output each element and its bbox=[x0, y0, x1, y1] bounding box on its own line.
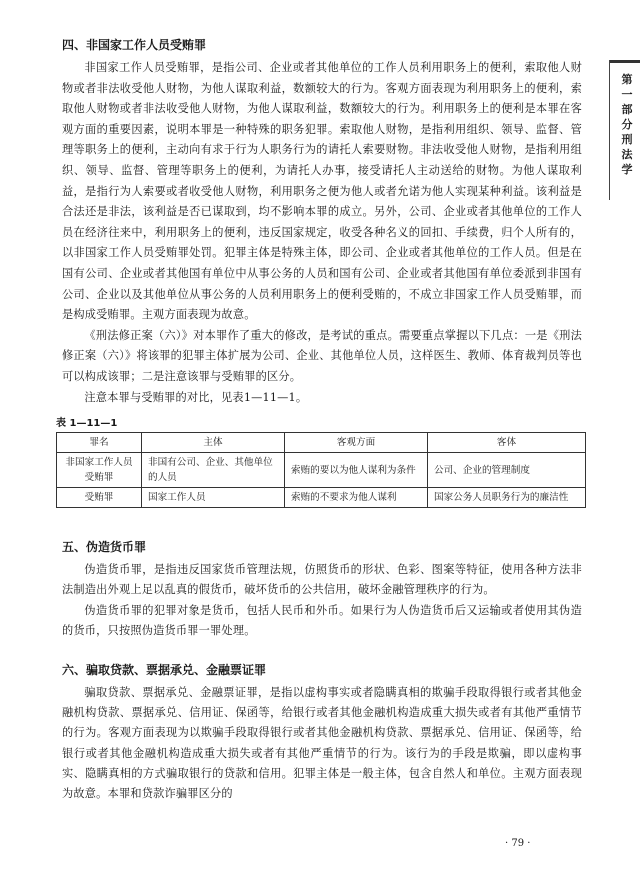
table-label: 表 1—11—1 bbox=[56, 418, 118, 430]
page-content bbox=[56, 36, 582, 804]
section-6-paragraph-1: 骗取贷款、票据承兑、金融票证罪，是指以虚构事实或者隐瞒真相的欺骗手段取得银行或者其他金融机构贷款、票据承兑、信用证、保函等，给银行或者其他金融机构造成重大损失或者有其他严重情节的行为。客观方面表现为以欺骗手段取得银行或者其他金融机构贷款、票据承兑、信用证、保函等，给银行或者其他金融机构造成重大损失或者有其他严重情节的行为。该行为的手段是欺骗，即以虚构事实、隐瞒真相的方式骗取银行的贷款和信用。犯罪主体是一般主体，包含自然人和单位。主观方面表现为故意。本罪和贷款诈骗罪区分的 bbox=[62, 685, 582, 800]
side-tab-bar bbox=[610, 60, 640, 63]
section-5-paragraph-2: 伪造货币罪的犯罪对象是货币，包括人民币和外币。如果行为人伪造货币后又运输或者使用其伪造的货币，只按照伪造货币罪一罪处理。 bbox=[62, 603, 582, 637]
table-header: 主体 bbox=[142, 433, 285, 453]
section-5-title: 五、伪造货币罪 bbox=[62, 540, 147, 555]
section-6 bbox=[62, 661, 582, 804]
table-cell: 索贿的不要求为他人谋利 bbox=[285, 488, 428, 508]
section-4 bbox=[62, 36, 582, 408]
section-4-paragraph-3: 注意本罪与受贿罪的对比，见表1—11—1。 bbox=[84, 390, 308, 404]
section-4-title: 四、非国家工作人员受贿罪 bbox=[62, 38, 207, 52]
table-cell: 国家公务人员职务行为的廉洁性 bbox=[428, 488, 586, 508]
table-cell: 受贿罪 bbox=[57, 488, 142, 508]
section-6-title: 六、骗取贷款、票据承兑、金融票证罪 bbox=[62, 662, 267, 677]
table-header: 罪名 bbox=[57, 433, 142, 453]
side-tab-text: 第一部分 刑法学 bbox=[621, 73, 633, 176]
table-cell: 公司、企业的管理制度 bbox=[428, 453, 586, 488]
table-cell: 非国有公司、企业、其他单位的人员 bbox=[142, 453, 285, 488]
table-header: 客体 bbox=[428, 433, 586, 453]
table-cell: 非国家工作人员受贿罪 bbox=[57, 453, 142, 488]
table-header-row bbox=[57, 433, 586, 453]
section-5 bbox=[62, 538, 582, 641]
section-4-paragraph-2: 《刑法修正案（六）》对本罪作了重大的修改，是考试的重点。需要重点掌握以下几点：一是《刑法修正案（六）》将该罪的犯罪主体扩展为公司、企业、其他单位人员，这样医生、教师、体育裁判员等也可以构成该罪；二是注意该罪与受贿罪的区分。 bbox=[62, 328, 582, 383]
table-row bbox=[57, 453, 586, 488]
table-cell: 索贿的要以为他人谋利为条件 bbox=[285, 453, 428, 488]
page-number: · 79 · bbox=[505, 838, 531, 849]
table-row bbox=[57, 488, 586, 508]
section-4-paragraph-1: 非国家工作人员受贿罪，是指公司、企业或者其他单位的工作人员利用职务上的便利，索取他人财物或者非法收受他人财物，为他人谋取利益，数额较大的行为。客观方面表现为利用职务上的便利，索取他人财物或者非法收受他人财物，为他人谋取利益，数额较大的行为。利用职务上的便利是本罪在客观方面的重要因素，说明本罪是一种特殊的职务犯罪。索取他人财物，是指利用组织、领导、监督、管理等职务上的便利，主动向有求于行为人职务行为的请托人索要财物。非法收受他人财物，是指利用组织、领导、监督、管理等职务上的便利，为请托人办事，接受请托人主动送给的财物。为他人谋取利益，是指行为人索要或者收受他人财物，利用职务之便为他人或者允诺为他人实现某种利益。该利益是合法还是非法，该利益是否已谋取到，均不影响本罪的成立。另外，公司、企业或者其他单位的工作人员在经济往来中，利用职务上的便利，违反国家规定，收受各种名义的回扣、手续费，归个人所有的，以非国家工作人员受贿罪处罚。犯罪主体是特殊主体，即公司、企业或者其他单位的工作人员。但是在国有公司、企业或者其他国有单位中从事公务的人员和国有公司、企业或者其他国有单位委派到非国有公司、企业以及其他单位从事公务的人员利用职务上的便利受贿的，不成立非国家工作人员受贿罪，而是构成受贿罪。主观方面表现为故意。 bbox=[62, 61, 582, 322]
table-header: 客观方面 bbox=[285, 433, 428, 453]
table-cell: 国家工作人员 bbox=[142, 488, 285, 508]
section-5-paragraph-1: 伪造货币罪，是指违反国家货币管理法规，仿照货币的形状、色彩、图案等特征，使用各种方法非法制造出外观上足以乱真的假货币，破坏货币的公共信用，破坏金融管理秩序的行为。 bbox=[62, 563, 582, 597]
comparison-table bbox=[56, 432, 586, 508]
chapter-side-tab bbox=[609, 60, 640, 200]
